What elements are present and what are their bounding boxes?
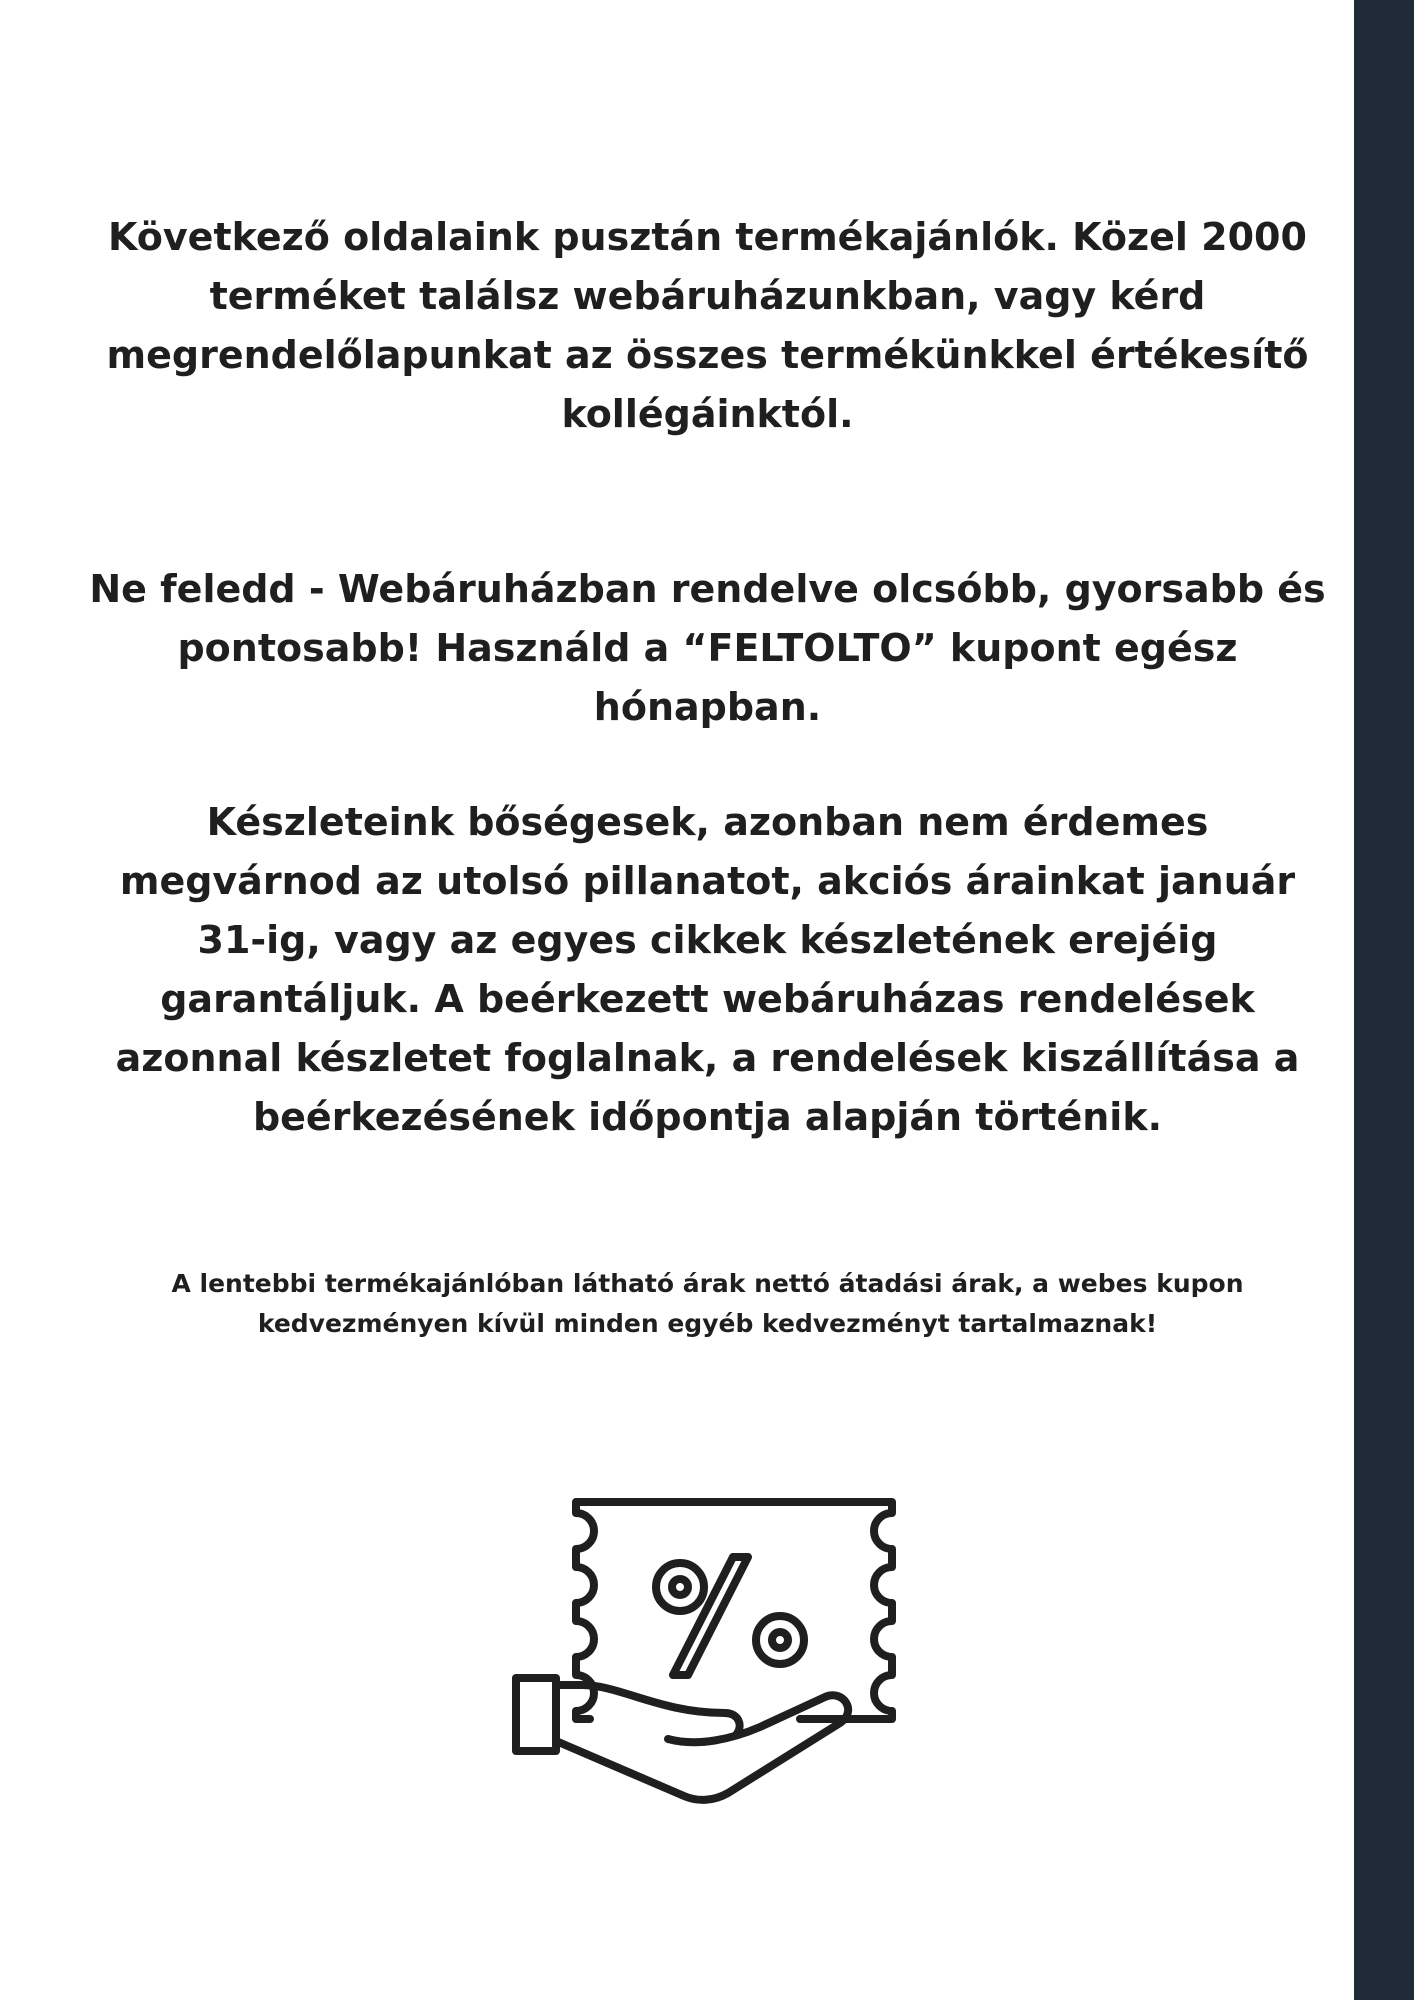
percent-slash — [673, 1557, 748, 1675]
hand-palm — [556, 1685, 848, 1800]
percent-circle-top — [656, 1563, 704, 1611]
percent-circle-top-inner — [672, 1579, 688, 1595]
price-note-paragraph: A lentebbi termékajánlóban látható árak nettó átadási árak, a webes kupon kedvezményen kívül minden egyéb kedvezményt tartalmaznak! — [171, 1269, 1244, 1338]
side-bar — [1354, 0, 1414, 2000]
coupon-notice-paragraph: Ne feledd - Webáruházban rendelve olcsóbb, gyorsabb és pontosabb! Használd a “FELTOLTO” kupont egész hónapban. — [89, 567, 1326, 729]
percent-circle-bottom — [756, 1616, 804, 1664]
intro-paragraph: Következő oldalaink pusztán termékajánlók. Közel 2000 terméket találsz webáruházunkban, vagy kérd megrendelőlapunkat az összes termékünkkel értékesítő kollégáinktól. — [106, 215, 1309, 436]
percent-circle-bottom-inner — [772, 1632, 788, 1648]
stock-notice-paragraph: Készleteink bőségesek, azonban nem érdemes megvárnod az utolsó pillanatot, akciós árainkat január 31-ig, vagy az egyes cikkek készletének erejéig garantáljuk. A beérkezett webáruházas rendelések azonnal készletet foglalnak, a rendelések kiszállítása a beérkezésének időpontja alapján történik. — [115, 800, 1300, 1139]
hand-holding-coupon-icon — [510, 1495, 900, 1815]
hand-cuff — [516, 1678, 556, 1751]
coupon-ticket-outline — [576, 1502, 892, 1719]
